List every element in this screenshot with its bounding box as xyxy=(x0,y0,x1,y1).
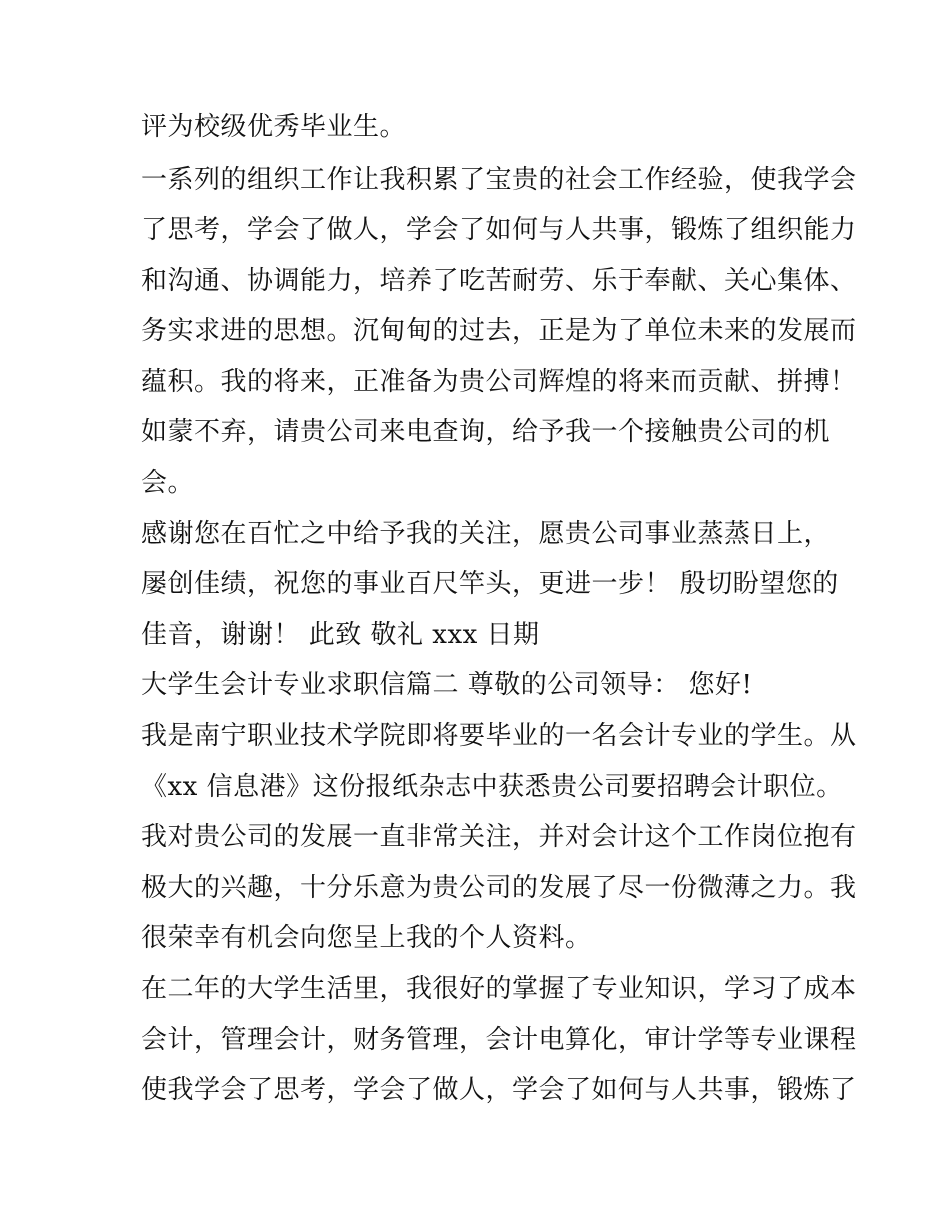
text-line: 如蒙不弃，请贵公司来电查询，给予我一个接触贵公司的机 xyxy=(141,417,831,447)
text-line: 一系列的组织工作让我积累了宝贵的社会工作经验，使我学会 xyxy=(141,165,857,195)
text-line: 会计，管理会计，财务管理，会计电算化，审计学等专业课程 xyxy=(141,1025,857,1055)
text-line: 佳音，谢谢！ 此致 敬礼 xxx 日期 xyxy=(141,620,540,650)
text-line: 极大的兴趣，十分乐意为贵公司的发展了尽一份微薄之力。我 xyxy=(141,873,857,903)
text-line: 很荣幸有机会向您呈上我的个人资料。 xyxy=(141,923,592,953)
text-line: 我是南宁职业技术学院即将要毕业的一名会计专业的学生。从 xyxy=(141,721,857,751)
text-line: 感谢您在百忙之中给予我的关注，愿贵公司事业蒸蒸日上， xyxy=(141,519,831,549)
text-line: 会。 xyxy=(141,468,195,498)
text-line: 使我学会了思考，学会了做人，学会了如何与人共事，锻炼了 xyxy=(141,1075,857,1105)
text-line: 大学生会计专业求职信篇二 尊敬的公司领导： 您好! xyxy=(141,670,753,700)
text-line: 务实求进的思想。沉甸甸的过去，正是为了单位未来的发展而 xyxy=(141,316,857,346)
text-line: 评为校级优秀毕业生。 xyxy=(141,112,407,142)
text-line: 我对贵公司的发展一直非常关注，并对会计这个工作岗位抱有 xyxy=(141,822,857,852)
text-line: 蕴积。我的将来，正准备为贵公司辉煌的将来而贡献、拼搏！ xyxy=(141,367,857,397)
text-line: 和沟通、协调能力，培养了吃苦耐劳、乐于奉献、关心集体、 xyxy=(141,266,857,296)
text-line: 了思考，学会了做人，学会了如何与人共事，锻炼了组织能力 xyxy=(141,215,857,245)
text-line: 《xx 信息港》这份报纸杂志中获悉贵公司要招聘会计职位。 xyxy=(141,772,843,802)
text-line: 屡创佳绩，祝您的事业百尺竿头，更进一步！ 殷切盼望您的 xyxy=(141,569,839,599)
text-line: 在二年的大学生活里，我很好的掌握了专业知识，学习了成本 xyxy=(141,974,857,1004)
